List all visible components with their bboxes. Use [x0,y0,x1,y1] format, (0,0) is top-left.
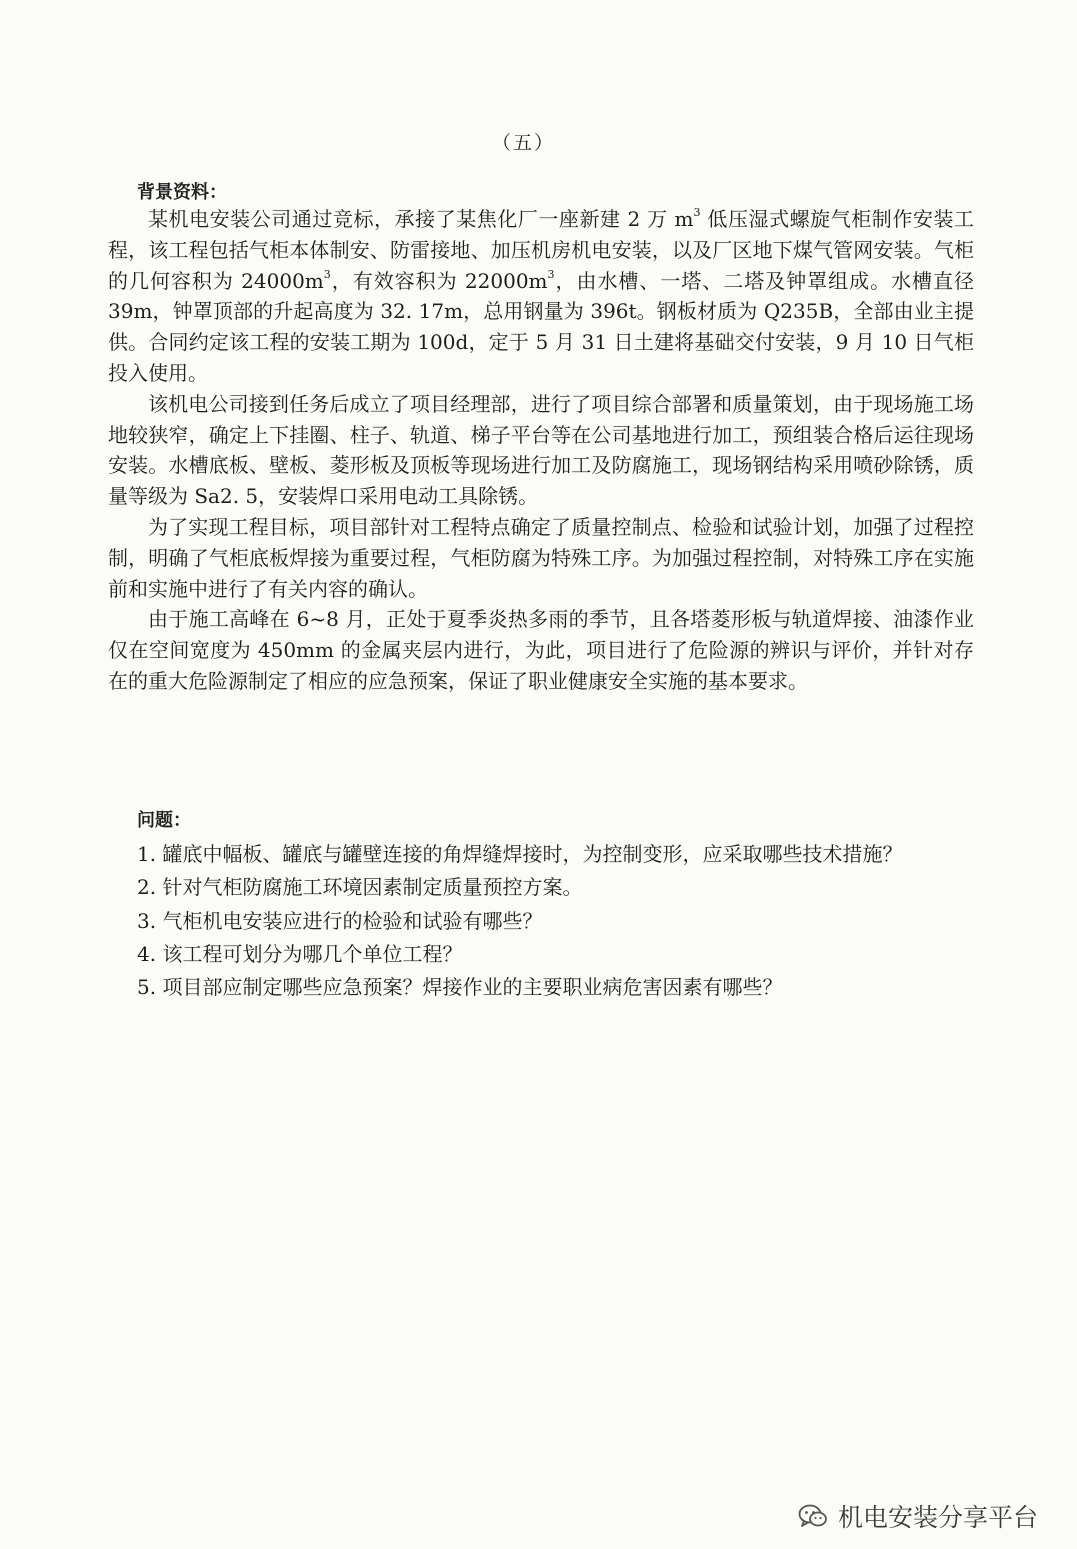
watermark [798,1498,1038,1534]
background-paragraph-2: 该机电公司接到任务后成立了项目经理部，进行了项目综合部署和质量策划，由于现场施工场地较狭窄，确定上下挂圈、柱子、轨道、梯子平台等在公司基地进行加工，预组装合格后运往现场安装。水槽底板、壁板、菱形板及顶板等现场进行加工及防腐施工，现场钢结构采用喷砂除锈，质量等级为 Sa2. 5，安装焊口采用电动工具除锈。 [108,391,974,509]
question-item: 4. 该工程可划分为哪几个单位工程？ [137,941,463,966]
watermark-text: 机电安装分享平台 [838,1503,1039,1532]
background-paragraph-3: 为了实现工程目标，项目部针对工程特点确定了质量控制点、检验和试验计划，加强了过程控制，明确了气柜底板焊接为重要过程，气柜防腐为特殊工序。为加强过程控制，对特殊工序在实施前和实施中进行了有关内容的确认。 [108,514,974,601]
background-paragraph-4: 由于施工高峰在 6~8 月，正处于夏季炎热多雨的季节，且各塔菱形板与轨道焊接、油漆作业仅在空间宽度为 450mm 的金属夹层内进行，为此，项目进行了危险源的辨识与评价，并针对存在的重大危险源制定了相应的应急预案，保证了职业健康安全实施的基本要求。 [108,607,974,693]
question-item: 5. 项目部应制定哪些应急预案？焊接作业的主要职业病危害因素有哪些？ [137,975,783,1000]
questions-list [137,838,977,1004]
question-item: 2. 针对气柜防腐施工环境因素制定质量预控方案。 [137,875,583,900]
background-text [108,204,974,697]
question-item: 3. 气柜机电安装应进行的检验和试验有哪些？ [137,908,543,933]
background-heading: 背景资料： [137,182,227,203]
question-item: 1. 罐底中幅板、罐底与罐壁连接的角焊缝焊接时，为控制变形，应采取哪些技术措施？ [137,842,903,866]
questions-heading: 问题： [137,810,191,831]
wechat-icon [798,1503,828,1529]
section-title: （五） [491,132,555,154]
background-paragraph-1: 某机电安装公司通过竞标，承接了某焦化厂一座新建 2 万 $m^3$ 低压湿式螺旋气柜制作安装工程，该工程包括气柜本体制安、防雷接地、加压机房机电安装，以及厂区地下煤气管网安装。气柜的几何容积为 $24000m^3$，有效容积为 $22000m^3$，由水槽、一塔、二塔及钟罩组成。水槽直径 39m，钟罩顶部的升起高度为 32. 17m，总用钢量为 396t。钢板材质为 Q235B，全部由业主提供。合同约定该工程的安装工期为 100d，定于 5 月 31 日土建将基础交付安装，9 月 10 日气柜投入使用。 [108,206,974,385]
